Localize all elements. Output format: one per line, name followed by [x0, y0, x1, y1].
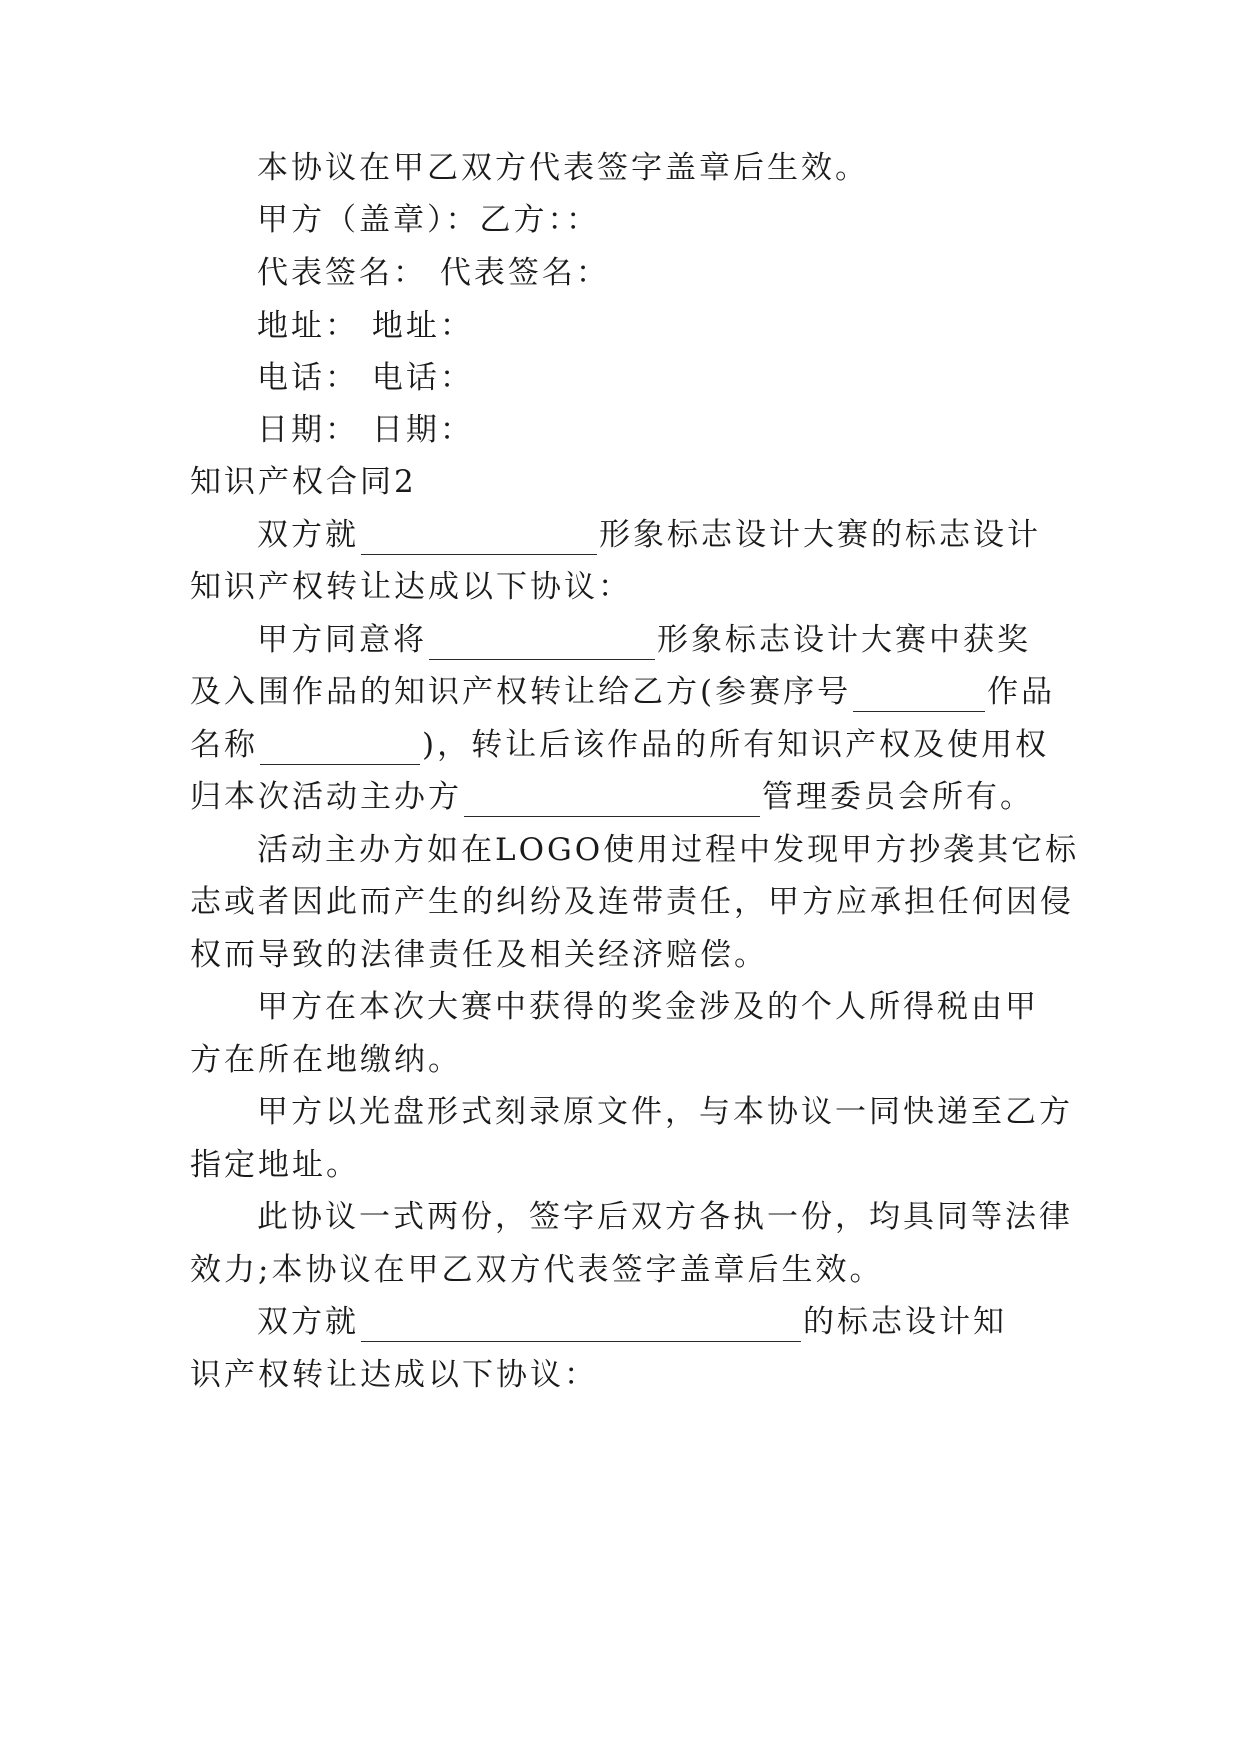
paragraph-5-line-1: 甲方以光盘形式刻录原文件，与本协议一同快递至乙方: [257, 1094, 1073, 1130]
paragraph-2-line-4: [190, 777, 1034, 817]
paragraph-2-line-3: [190, 725, 1049, 765]
paragraph-1-line-1: [257, 515, 1041, 555]
fill-in-blank: [260, 730, 420, 765]
fill-in-blank: [361, 1307, 801, 1342]
text: )，转让后该作品的所有知识产权及使用权: [422, 727, 1050, 763]
paragraph-4-line-2: 方在所在地缴纳。: [190, 1042, 462, 1078]
phone-line: 电话： 电话：: [257, 360, 474, 396]
paragraph-3-line-3: 权而导致的法律责任及相关经济赔偿。: [190, 937, 768, 973]
text: 甲方同意将: [257, 622, 427, 658]
text: 作品: [987, 674, 1056, 710]
paragraph-2-line-2: [190, 672, 1055, 712]
effective-clause: 本协议在甲乙双方代表签字盖章后生效。: [257, 150, 869, 186]
paragraph-1-line-2: 知识产权转让达成以下协议：: [190, 569, 632, 605]
paragraph-7-line-1: [257, 1302, 1007, 1342]
text: 名称: [190, 727, 258, 763]
text: 形象标志设计大赛的标志设计: [599, 517, 1041, 553]
text: 管理委员会所有。: [762, 779, 1034, 815]
text: 形象标志设计大赛中获奖: [657, 622, 1031, 658]
section-heading: 知识产权合同2: [190, 464, 417, 500]
paragraph-5-line-2: 指定地址。: [190, 1147, 360, 1183]
paragraph-6-line-2: 效力;本协议在甲乙双方代表签字盖章后生效。: [190, 1252, 884, 1288]
text: 及入围作品的知识产权转让给乙方(参赛序号: [190, 674, 852, 710]
paragraph-3-line-2: 志或者因此而产生的纠纷及连带责任，甲方应承担任何因侵: [190, 884, 1074, 920]
text: 双方就: [257, 1304, 359, 1340]
paragraph-7-line-2: 识产权转让达成以下协议：: [190, 1357, 598, 1393]
text: 归本次活动主办方: [190, 779, 462, 815]
paragraph-4-line-1: 甲方在本次大赛中获得的奖金涉及的个人所得税由甲: [257, 989, 1039, 1025]
paragraph-6-line-1: 此协议一式两份，签字后双方各执一份，均具同等法律: [257, 1199, 1073, 1235]
paragraph-3-line-1: 活动主办方如在LOGO使用过程中发现甲方抄袭其它标: [257, 832, 1080, 868]
text: 的标志设计知: [803, 1304, 1007, 1340]
fill-in-blank: [361, 520, 597, 555]
fill-in-blank: [853, 677, 985, 712]
date-line: 日期： 日期：: [257, 412, 474, 448]
fill-in-blank: [464, 782, 760, 817]
address-line: 地址： 地址：: [257, 308, 474, 344]
representative-line: 代表签名： 代表签名：: [257, 255, 610, 291]
paragraph-2-line-1: [257, 620, 1031, 660]
fill-in-blank: [429, 625, 655, 660]
party-seal-line: 甲方（盖章）：乙方：：: [257, 202, 600, 238]
text: 双方就: [257, 517, 359, 553]
